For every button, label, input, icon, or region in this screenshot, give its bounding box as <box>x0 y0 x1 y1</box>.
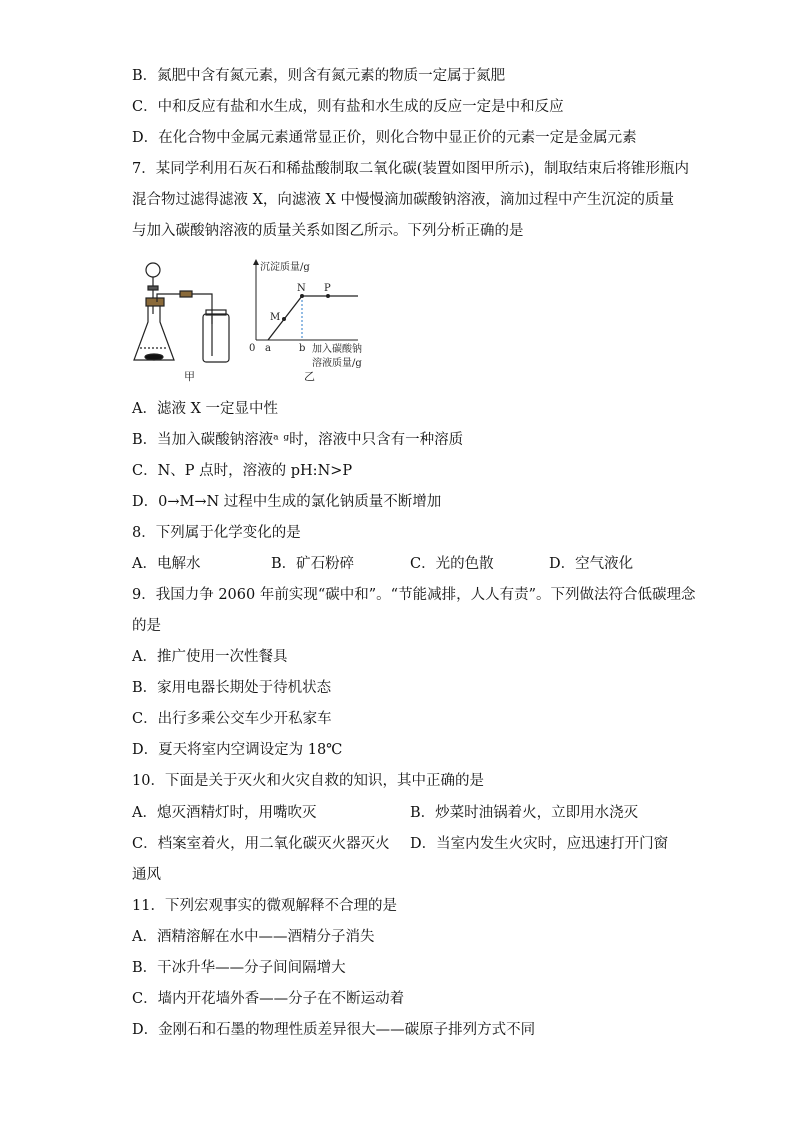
conical-flask <box>134 306 174 360</box>
funnel-stopcock <box>148 286 158 290</box>
gas-collecting-bottle <box>203 314 229 362</box>
q7-option-a: A．滤液 X 一定显中性 <box>132 401 279 417</box>
graph-x-label-2: 溶液质量/g <box>312 358 362 369</box>
graph-tick-b: b <box>299 343 306 354</box>
tube-connector <box>180 291 192 297</box>
q11-stem: 11．下列宏观事实的微观解释不合理的是 <box>132 898 397 914</box>
graph-tick-a: a <box>265 343 271 354</box>
q8-option-c: C．光的色散 <box>410 556 494 572</box>
q9-option-a: A．推广使用一次性餐具 <box>132 649 288 665</box>
q8-option-b: B．矿石粉碎 <box>271 556 355 572</box>
rubber-stopper <box>146 298 164 306</box>
graph-label-m: M <box>270 312 281 323</box>
q7-option-b: B．当加入碳酸钠溶液ᵃ ᵍ时，溶液中只含有一种溶质 <box>132 432 464 448</box>
graph-label-p: P <box>324 283 331 294</box>
graph-y-label: 沉淀质量/g <box>260 262 310 273</box>
graph-x-label-1: 加入碳酸钠 <box>312 344 362 355</box>
precipitate-curve <box>268 296 358 340</box>
separatory-funnel-bulb <box>146 263 160 277</box>
q11-option-c: C．墙内开花墙外香——分子在不断运动着 <box>132 991 405 1007</box>
q9-option-d: D．夏天将室内空调设定为 18℃ <box>132 742 343 758</box>
point-m-dot <box>282 317 286 321</box>
limestone-solid <box>145 354 163 360</box>
q11-option-d: D．金刚石和石墨的物理性质差异很大——碳原子排列方式不同 <box>132 1022 536 1038</box>
precipitate-graph <box>249 259 362 369</box>
q8-option-d: D．空气液化 <box>549 556 634 572</box>
q6-option-d: D．在化合物中金属元素通常显正价，则化合物中显正价的元素一定是金属元素 <box>132 130 637 146</box>
q9-option-c: C．出行多乘公交车少开私家车 <box>132 711 332 727</box>
q7-stem-line-1: 7．某同学利用石灰石和稀盐酸制取二氧化碳(装置如图甲所示)，制取结束后将锥形瓶内 <box>132 161 690 177</box>
q6-option-b: B．氮肥中含有氮元素，则含有氮元素的物质一定属于氮肥 <box>132 68 506 84</box>
graph-label-n: N <box>297 283 306 294</box>
q8-option-a: A．电解水 <box>132 556 201 572</box>
q7-stem-line-3: 与加入碳酸钠溶液的质量关系如图乙所示。下列分析正确的是 <box>132 223 524 239</box>
graph-origin-label: 0 <box>249 343 256 354</box>
q10-option-d: D．当室内发生火灾时，应迅速打开门窗 <box>410 836 669 852</box>
q9-stem-line-2: 的是 <box>132 618 161 634</box>
figure-label-jia: 甲 <box>184 370 195 383</box>
q6-option-c: C．中和反应有盐和水生成，则有盐和水生成的反应一定是中和反应 <box>132 99 564 115</box>
q9-stem-line-1: 9．我国力争 2060 年前实现“碳中和”。“节能减排，人人有责”。下列做法符合低碳理念 <box>132 587 696 603</box>
apparatus-diagram <box>134 263 229 362</box>
q10-option-a: A．熄灭酒精灯时，用嘴吹灭 <box>132 805 317 821</box>
point-p-dot <box>326 294 330 298</box>
q8-stem: 8．下列属于化学变化的是 <box>132 525 301 541</box>
q7-option-c: C．N、P 点时，溶液的 pH:N>P <box>132 463 353 479</box>
q11-option-b: B．干冰升华——分子间间隔增大 <box>132 960 346 976</box>
q7-stem-line-2: 混合物过滤得滤液 X，向滤液 X 中慢慢滴加碳酸钠溶液，滴加过程中产生沉淀的质量 <box>132 192 674 208</box>
q9-option-b: B．家用电器长期处于待机状态 <box>132 680 332 696</box>
q7-figure <box>132 256 392 386</box>
q10-stem: 10．下面是关于灭火和火灾自救的知识，其中正确的是 <box>132 773 484 789</box>
figure-label-yi: 乙 <box>304 370 315 383</box>
q10-option-b: B．炒菜时油锅着火，立即用水浇灭 <box>410 805 639 821</box>
q10-option-c: C．档案室着火，用二氧化碳灭火器灭火 <box>132 836 390 852</box>
q7-option-d: D．0→M→N 过程中生成的氯化钠质量不断增加 <box>132 494 442 510</box>
q11-option-a: A．酒精溶解在水中——酒精分子消失 <box>132 929 375 945</box>
y-axis-arrow <box>253 259 259 265</box>
point-n-dot <box>300 294 304 298</box>
delivery-tube <box>157 294 212 324</box>
q10-option-d-continued: 通风 <box>132 867 161 883</box>
